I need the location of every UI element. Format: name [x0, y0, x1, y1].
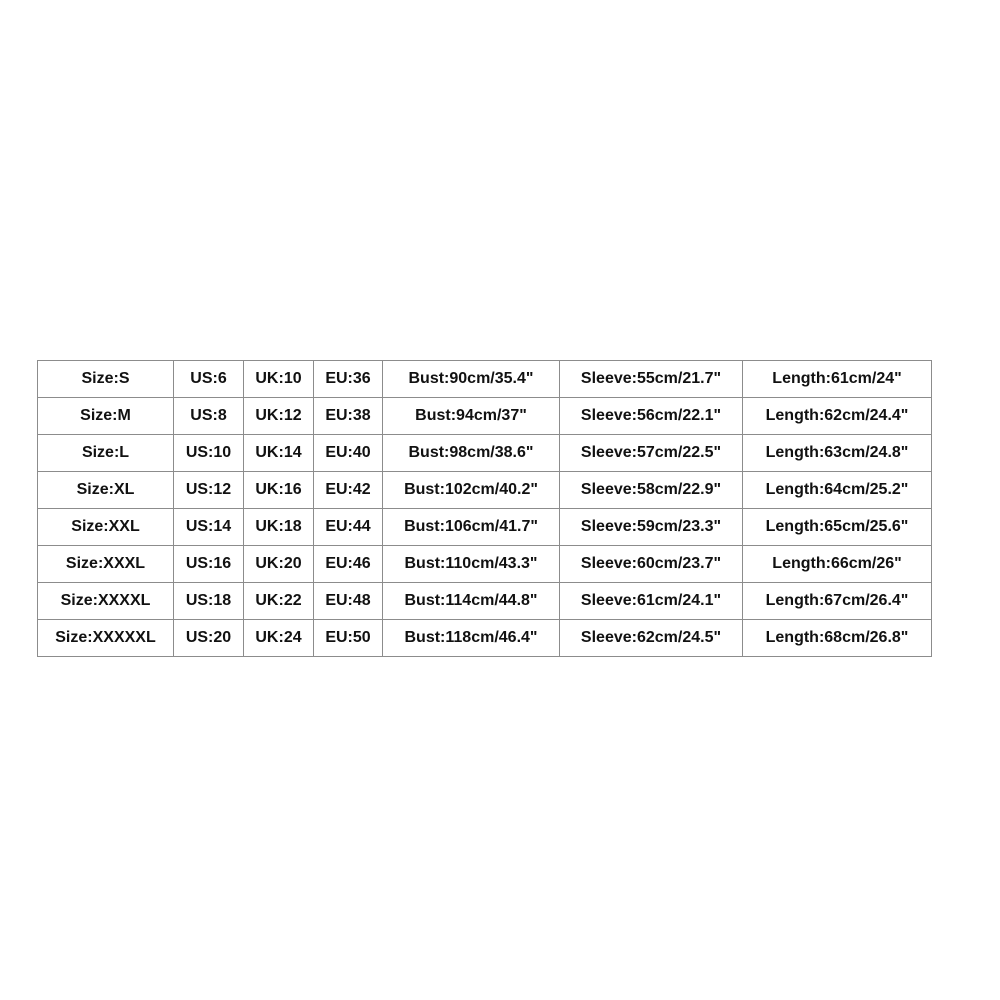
bust-cell: Bust:110cm/43.3" [383, 546, 560, 583]
size-cell: Size:M [38, 398, 174, 435]
us-size-cell: US:8 [174, 398, 244, 435]
us-size-cell: US:16 [174, 546, 244, 583]
size-cell: Size:XXXXL [38, 583, 174, 620]
sleeve-cell: Sleeve:55cm/21.7" [560, 361, 743, 398]
eu-size-cell: EU:38 [314, 398, 383, 435]
sleeve-cell: Sleeve:56cm/22.1" [560, 398, 743, 435]
uk-size-cell: UK:24 [244, 620, 314, 657]
table-row [38, 398, 932, 435]
length-cell: Length:64cm/25.2" [743, 472, 932, 509]
size-chart-table [37, 360, 932, 657]
bust-cell: Bust:114cm/44.8" [383, 583, 560, 620]
eu-size-cell: EU:46 [314, 546, 383, 583]
eu-size-cell: EU:42 [314, 472, 383, 509]
bust-cell: Bust:90cm/35.4" [383, 361, 560, 398]
size-cell: Size:XXL [38, 509, 174, 546]
eu-size-cell: EU:50 [314, 620, 383, 657]
size-cell: Size:XXXXXL [38, 620, 174, 657]
sleeve-cell: Sleeve:61cm/24.1" [560, 583, 743, 620]
table-row [38, 509, 932, 546]
length-cell: Length:68cm/26.8" [743, 620, 932, 657]
length-cell: Length:61cm/24" [743, 361, 932, 398]
uk-size-cell: UK:22 [244, 583, 314, 620]
bust-cell: Bust:98cm/38.6" [383, 435, 560, 472]
bust-cell: Bust:102cm/40.2" [383, 472, 560, 509]
sleeve-cell: Sleeve:62cm/24.5" [560, 620, 743, 657]
us-size-cell: US:18 [174, 583, 244, 620]
uk-size-cell: UK:12 [244, 398, 314, 435]
size-cell: Size:XL [38, 472, 174, 509]
length-cell: Length:63cm/24.8" [743, 435, 932, 472]
size-cell: Size:XXXL [38, 546, 174, 583]
sleeve-cell: Sleeve:60cm/23.7" [560, 546, 743, 583]
eu-size-cell: EU:44 [314, 509, 383, 546]
table-row [38, 435, 932, 472]
table-row [38, 546, 932, 583]
eu-size-cell: EU:36 [314, 361, 383, 398]
eu-size-cell: EU:48 [314, 583, 383, 620]
uk-size-cell: UK:14 [244, 435, 314, 472]
bust-cell: Bust:94cm/37" [383, 398, 560, 435]
bust-cell: Bust:106cm/41.7" [383, 509, 560, 546]
length-cell: Length:65cm/25.6" [743, 509, 932, 546]
sleeve-cell: Sleeve:58cm/22.9" [560, 472, 743, 509]
sleeve-cell: Sleeve:57cm/22.5" [560, 435, 743, 472]
uk-size-cell: UK:10 [244, 361, 314, 398]
eu-size-cell: EU:40 [314, 435, 383, 472]
uk-size-cell: UK:18 [244, 509, 314, 546]
uk-size-cell: UK:16 [244, 472, 314, 509]
bust-cell: Bust:118cm/46.4" [383, 620, 560, 657]
table-row [38, 361, 932, 398]
length-cell: Length:67cm/26.4" [743, 583, 932, 620]
sleeve-cell: Sleeve:59cm/23.3" [560, 509, 743, 546]
table-row [38, 583, 932, 620]
us-size-cell: US:14 [174, 509, 244, 546]
length-cell: Length:62cm/24.4" [743, 398, 932, 435]
length-cell: Length:66cm/26" [743, 546, 932, 583]
table-row [38, 620, 932, 657]
us-size-cell: US:6 [174, 361, 244, 398]
us-size-cell: US:12 [174, 472, 244, 509]
uk-size-cell: UK:20 [244, 546, 314, 583]
table-row [38, 472, 932, 509]
size-cell: Size:L [38, 435, 174, 472]
size-cell: Size:S [38, 361, 174, 398]
us-size-cell: US:20 [174, 620, 244, 657]
us-size-cell: US:10 [174, 435, 244, 472]
